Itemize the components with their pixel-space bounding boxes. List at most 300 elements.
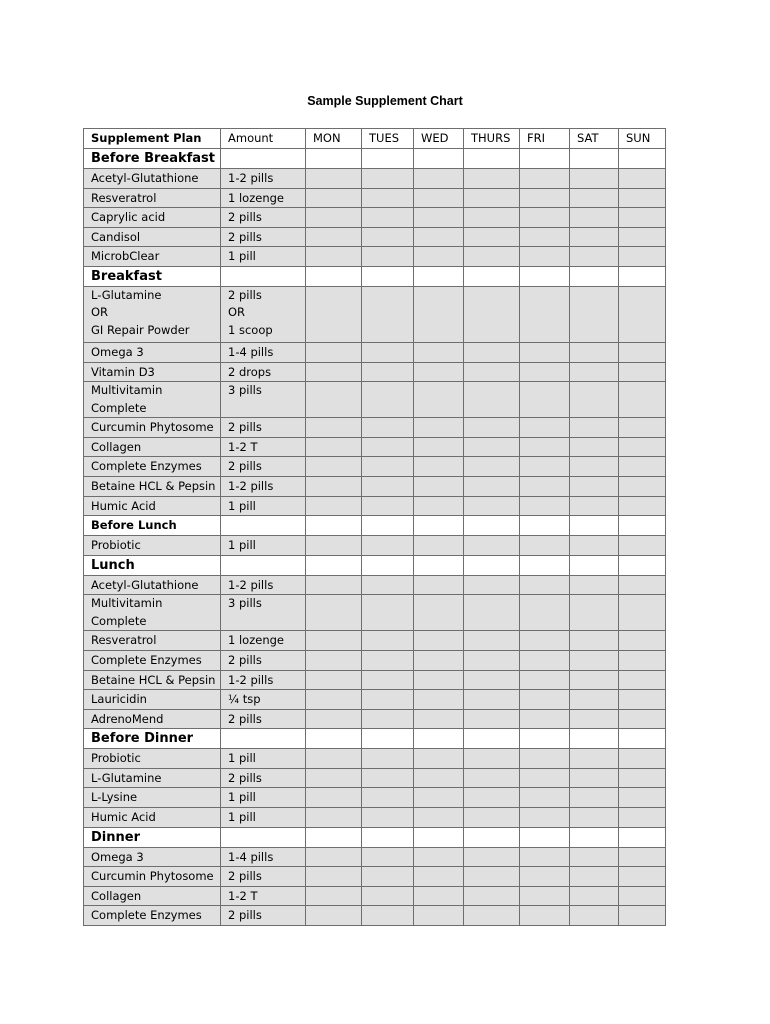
day-cell-fri[interactable] [520,247,570,267]
day-cell-tues[interactable] [362,709,414,729]
day-cell-sun[interactable] [619,749,666,769]
day-cell-sun[interactable] [619,670,666,690]
day-cell-mon[interactable] [306,690,362,710]
day-cell-mon[interactable] [306,670,362,690]
day-cell-wed[interactable] [414,208,464,228]
day-cell-thurs[interactable] [464,418,520,438]
day-cell-fri[interactable] [520,149,570,169]
table-row [84,536,666,556]
day-cell-tues[interactable] [362,536,414,556]
day-cell-wed[interactable] [414,867,464,887]
day-cell-sun[interactable] [619,768,666,788]
day-cell-mon[interactable] [306,169,362,189]
day-cell-sat[interactable] [570,516,619,536]
day-cell-fri[interactable] [520,709,570,729]
day-cell-mon[interactable] [306,496,362,516]
day-cell-tues[interactable] [362,169,414,189]
day-cell-thurs[interactable] [464,690,520,710]
day-cell-tues[interactable] [362,749,414,769]
day-cell-wed[interactable] [414,650,464,670]
day-cell-thurs[interactable] [464,827,520,847]
table-row [84,418,666,438]
day-cell-wed[interactable] [414,266,464,286]
day-cell-tues[interactable] [362,266,414,286]
day-cell-sat[interactable] [570,906,619,926]
day-cell-tues[interactable] [362,149,414,169]
day-cell-thurs[interactable] [464,382,520,418]
day-cell-wed[interactable] [414,227,464,247]
day-cell-sat[interactable] [570,286,619,342]
day-cell-fri[interactable] [520,886,570,906]
section-label: Before Lunch [84,516,221,536]
day-cell-sat[interactable] [570,808,619,828]
day-cell-sat[interactable] [570,362,619,382]
day-cell-tues[interactable] [362,555,414,575]
table-row [84,650,666,670]
day-cell-mon[interactable] [306,418,362,438]
day-cell-fri[interactable] [520,382,570,418]
day-cell-sat[interactable] [570,575,619,595]
day-cell-fri[interactable] [520,516,570,536]
day-cell-fri[interactable] [520,867,570,887]
day-cell-tues[interactable] [362,382,414,418]
day-cell-tues[interactable] [362,631,414,651]
day-cell-mon[interactable] [306,827,362,847]
amount-cell: 1 lozenge [221,188,306,208]
day-cell-mon[interactable] [306,867,362,887]
day-cell-tues[interactable] [362,670,414,690]
day-cell-tues[interactable] [362,342,414,362]
day-cell-thurs[interactable] [464,575,520,595]
supplement-name: Curcumin Phytosome [84,418,221,438]
day-cell-thurs[interactable] [464,670,520,690]
day-cell-fri[interactable] [520,650,570,670]
supplement-name: Lauricidin [84,690,221,710]
day-cell-mon[interactable] [306,362,362,382]
day-cell-thurs[interactable] [464,286,520,342]
day-cell-sat[interactable] [570,536,619,556]
supplement-name: Omega 3 [84,342,221,362]
day-cell-wed[interactable] [414,575,464,595]
day-cell-fri[interactable] [520,555,570,575]
day-cell-tues[interactable] [362,476,414,496]
supplement-name: Caprylic acid [84,208,221,228]
day-cell-fri[interactable] [520,457,570,477]
day-cell-tues[interactable] [362,437,414,457]
day-cell-sat[interactable] [570,457,619,477]
supplement-name [84,286,221,342]
table-row [84,437,666,457]
day-cell-wed[interactable] [414,149,464,169]
day-cell-fri[interactable] [520,286,570,342]
day-cell-fri[interactable] [520,595,570,631]
amount-cell: 2 pills [221,457,306,477]
supplement-name-line: OR [91,305,109,320]
day-cell-sat[interactable] [570,709,619,729]
day-cell-sat[interactable] [570,149,619,169]
day-cell-mon[interactable] [306,516,362,536]
day-cell-sun[interactable] [619,362,666,382]
day-cell-sat[interactable] [570,437,619,457]
day-cell-mon[interactable] [306,382,362,418]
day-cell-mon[interactable] [306,808,362,828]
day-cell-thurs[interactable] [464,808,520,828]
day-cell-sat[interactable] [570,555,619,575]
day-cell-sat[interactable] [570,169,619,189]
day-cell-fri[interactable] [520,575,570,595]
day-cell-mon[interactable] [306,266,362,286]
day-cell-sat[interactable] [570,768,619,788]
day-cell-sun[interactable] [619,418,666,438]
supplement-name: Collagen [84,886,221,906]
day-cell-thurs[interactable] [464,650,520,670]
day-cell-tues[interactable] [362,362,414,382]
day-cell-sun[interactable] [619,342,666,362]
day-cell-wed[interactable] [414,516,464,536]
header-thurs: THURS [464,129,520,149]
day-cell-tues[interactable] [362,496,414,516]
day-cell-fri[interactable] [520,788,570,808]
day-cell-fri[interactable] [520,227,570,247]
day-cell-sun[interactable] [619,476,666,496]
header-amount: Amount [221,129,306,149]
day-cell-sun[interactable] [619,886,666,906]
day-cell-sat[interactable] [570,188,619,208]
supplement-name-line: Multivitamin [91,383,163,398]
supplement-name: Complete Enzymes [84,457,221,477]
header-sun: SUN [619,129,666,149]
section-row [84,729,666,749]
day-cell-thurs[interactable] [464,749,520,769]
day-cell-tues[interactable] [362,575,414,595]
day-cell-sun[interactable] [619,808,666,828]
day-cell-thurs[interactable] [464,476,520,496]
day-cell-mon[interactable] [306,709,362,729]
day-cell-thurs[interactable] [464,709,520,729]
day-cell-tues[interactable] [362,690,414,710]
day-cell-tues[interactable] [362,188,414,208]
day-cell-thurs[interactable] [464,768,520,788]
day-cell-fri[interactable] [520,749,570,769]
supplement-name [84,382,221,418]
day-cell-sun[interactable] [619,169,666,189]
day-cell-fri[interactable] [520,729,570,749]
day-cell-wed[interactable] [414,827,464,847]
day-cell-fri[interactable] [520,496,570,516]
day-cell-fri[interactable] [520,169,570,189]
day-cell-wed[interactable] [414,690,464,710]
day-cell-wed[interactable] [414,729,464,749]
table-row [84,169,666,189]
day-cell-sat[interactable] [570,788,619,808]
day-cell-fri[interactable] [520,208,570,228]
day-cell-sun[interactable] [619,729,666,749]
day-cell-sat[interactable] [570,496,619,516]
day-cell-mon[interactable] [306,788,362,808]
day-cell-wed[interactable] [414,536,464,556]
day-cell-thurs[interactable] [464,457,520,477]
amount-cell [221,266,306,286]
header-mon: MON [306,129,362,149]
day-cell-wed[interactable] [414,247,464,267]
day-cell-tues[interactable] [362,516,414,536]
supplement-name: Acetyl-Glutathione [84,575,221,595]
day-cell-thurs[interactable] [464,847,520,867]
supplement-name: Complete Enzymes [84,906,221,926]
day-cell-sat[interactable] [570,886,619,906]
day-cell-tues[interactable] [362,457,414,477]
day-cell-thurs[interactable] [464,342,520,362]
day-cell-thurs[interactable] [464,227,520,247]
day-cell-wed[interactable] [414,169,464,189]
day-cell-sun[interactable] [619,788,666,808]
day-cell-sun[interactable] [619,709,666,729]
day-cell-wed[interactable] [414,788,464,808]
day-cell-tues[interactable] [362,867,414,887]
day-cell-thurs[interactable] [464,867,520,887]
day-cell-sat[interactable] [570,208,619,228]
day-cell-wed[interactable] [414,709,464,729]
day-cell-sat[interactable] [570,595,619,631]
day-cell-mon[interactable] [306,575,362,595]
day-cell-tues[interactable] [362,595,414,631]
day-cell-sat[interactable] [570,476,619,496]
day-cell-wed[interactable] [414,382,464,418]
day-cell-tues[interactable] [362,227,414,247]
day-cell-fri[interactable] [520,418,570,438]
day-cell-mon[interactable] [306,886,362,906]
day-cell-thurs[interactable] [464,788,520,808]
day-cell-mon[interactable] [306,247,362,267]
day-cell-mon[interactable] [306,227,362,247]
day-cell-mon[interactable] [306,847,362,867]
day-cell-fri[interactable] [520,768,570,788]
day-cell-mon[interactable] [306,342,362,362]
day-cell-tues[interactable] [362,788,414,808]
day-cell-tues[interactable] [362,886,414,906]
day-cell-mon[interactable] [306,650,362,670]
amount-cell [221,516,306,536]
day-cell-sun[interactable] [619,690,666,710]
day-cell-thurs[interactable] [464,266,520,286]
day-cell-fri[interactable] [520,536,570,556]
day-cell-fri[interactable] [520,266,570,286]
day-cell-sat[interactable] [570,650,619,670]
supplement-name: Acetyl-Glutathione [84,169,221,189]
day-cell-fri[interactable] [520,631,570,651]
day-cell-mon[interactable] [306,906,362,926]
day-cell-thurs[interactable] [464,886,520,906]
day-cell-mon[interactable] [306,286,362,342]
day-cell-thurs[interactable] [464,437,520,457]
day-cell-mon[interactable] [306,729,362,749]
day-cell-mon[interactable] [306,457,362,477]
day-cell-sun[interactable] [619,247,666,267]
header-fri: FRI [520,129,570,149]
day-cell-wed[interactable] [414,457,464,477]
day-cell-mon[interactable] [306,595,362,631]
day-cell-mon[interactable] [306,208,362,228]
day-cell-mon[interactable] [306,536,362,556]
day-cell-mon[interactable] [306,555,362,575]
day-cell-tues[interactable] [362,906,414,926]
day-cell-wed[interactable] [414,670,464,690]
amount-cell: 1-2 pills [221,476,306,496]
day-cell-mon[interactable] [306,188,362,208]
day-cell-wed[interactable] [414,418,464,438]
day-cell-thurs[interactable] [464,536,520,556]
supplement-name: Probiotic [84,536,221,556]
day-cell-sun[interactable] [619,827,666,847]
day-cell-sun[interactable] [619,631,666,651]
day-cell-sat[interactable] [570,690,619,710]
day-cell-fri[interactable] [520,342,570,362]
day-cell-thurs[interactable] [464,149,520,169]
day-cell-sun[interactable] [619,867,666,887]
day-cell-sat[interactable] [570,867,619,887]
supplement-name: Humic Acid [84,496,221,516]
day-cell-wed[interactable] [414,555,464,575]
day-cell-tues[interactable] [362,808,414,828]
day-cell-wed[interactable] [414,631,464,651]
day-cell-mon[interactable] [306,749,362,769]
day-cell-sat[interactable] [570,847,619,867]
day-cell-mon[interactable] [306,476,362,496]
day-cell-sun[interactable] [619,516,666,536]
day-cell-tues[interactable] [362,768,414,788]
day-cell-wed[interactable] [414,768,464,788]
day-cell-wed[interactable] [414,496,464,516]
day-cell-mon[interactable] [306,437,362,457]
day-cell-sun[interactable] [619,555,666,575]
day-cell-sat[interactable] [570,827,619,847]
day-cell-thurs[interactable] [464,188,520,208]
day-cell-sun[interactable] [619,650,666,670]
day-cell-sun[interactable] [619,595,666,631]
day-cell-sat[interactable] [570,631,619,651]
day-cell-sun[interactable] [619,266,666,286]
day-cell-fri[interactable] [520,362,570,382]
day-cell-tues[interactable] [362,650,414,670]
table-row [84,768,666,788]
day-cell-tues[interactable] [362,847,414,867]
day-cell-tues[interactable] [362,827,414,847]
day-cell-tues[interactable] [362,729,414,749]
day-cell-fri[interactable] [520,476,570,496]
day-cell-wed[interactable] [414,847,464,867]
day-cell-sat[interactable] [570,227,619,247]
day-cell-fri[interactable] [520,906,570,926]
day-cell-fri[interactable] [520,690,570,710]
day-cell-sun[interactable] [619,208,666,228]
day-cell-tues[interactable] [362,247,414,267]
amount-cell: 1 pill [221,247,306,267]
day-cell-sun[interactable] [619,536,666,556]
day-cell-thurs[interactable] [464,247,520,267]
day-cell-thurs[interactable] [464,595,520,631]
day-cell-mon[interactable] [306,149,362,169]
day-cell-wed[interactable] [414,342,464,362]
section-row [84,149,666,169]
day-cell-sun[interactable] [619,382,666,418]
day-cell-wed[interactable] [414,595,464,631]
day-cell-fri[interactable] [520,847,570,867]
day-cell-sat[interactable] [570,670,619,690]
day-cell-sun[interactable] [619,437,666,457]
day-cell-sun[interactable] [619,575,666,595]
header-tues: TUES [362,129,414,149]
day-cell-sun[interactable] [619,149,666,169]
header-wed: WED [414,129,464,149]
day-cell-sun[interactable] [619,227,666,247]
day-cell-sat[interactable] [570,382,619,418]
day-cell-tues[interactable] [362,418,414,438]
day-cell-tues[interactable] [362,208,414,228]
supplement-name: MicrobClear [84,247,221,267]
day-cell-fri[interactable] [520,670,570,690]
amount-line: 3 pills [228,596,262,611]
day-cell-tues[interactable] [362,286,414,342]
day-cell-wed[interactable] [414,476,464,496]
amount-cell: 1 pill [221,808,306,828]
supplement-name: Probiotic [84,749,221,769]
day-cell-wed[interactable] [414,188,464,208]
amount-cell [221,555,306,575]
day-cell-mon[interactable] [306,768,362,788]
header-sat: SAT [570,129,619,149]
day-cell-wed[interactable] [414,886,464,906]
day-cell-sun[interactable] [619,457,666,477]
day-cell-fri[interactable] [520,827,570,847]
day-cell-fri[interactable] [520,808,570,828]
day-cell-sun[interactable] [619,847,666,867]
day-cell-sat[interactable] [570,266,619,286]
day-cell-sat[interactable] [570,342,619,362]
day-cell-thurs[interactable] [464,631,520,651]
day-cell-wed[interactable] [414,286,464,342]
day-cell-thurs[interactable] [464,555,520,575]
day-cell-mon[interactable] [306,631,362,651]
day-cell-wed[interactable] [414,808,464,828]
day-cell-fri[interactable] [520,437,570,457]
day-cell-thurs[interactable] [464,169,520,189]
day-cell-thurs[interactable] [464,496,520,516]
day-cell-sun[interactable] [619,286,666,342]
day-cell-wed[interactable] [414,437,464,457]
section-label: Lunch [84,555,221,575]
day-cell-sat[interactable] [570,729,619,749]
supplement-name: Collagen [84,437,221,457]
day-cell-wed[interactable] [414,749,464,769]
day-cell-thurs[interactable] [464,362,520,382]
day-cell-wed[interactable] [414,906,464,926]
day-cell-fri[interactable] [520,188,570,208]
day-cell-sun[interactable] [619,188,666,208]
day-cell-thurs[interactable] [464,729,520,749]
amount-line: OR [228,305,246,320]
day-cell-thurs[interactable] [464,208,520,228]
day-cell-thurs[interactable] [464,906,520,926]
day-cell-sat[interactable] [570,247,619,267]
supplement-name-line: Multivitamin [91,596,163,611]
day-cell-sat[interactable] [570,418,619,438]
amount-cell [221,382,306,418]
day-cell-wed[interactable] [414,362,464,382]
day-cell-sat[interactable] [570,749,619,769]
day-cell-thurs[interactable] [464,516,520,536]
day-cell-sun[interactable] [619,906,666,926]
day-cell-sun[interactable] [619,496,666,516]
